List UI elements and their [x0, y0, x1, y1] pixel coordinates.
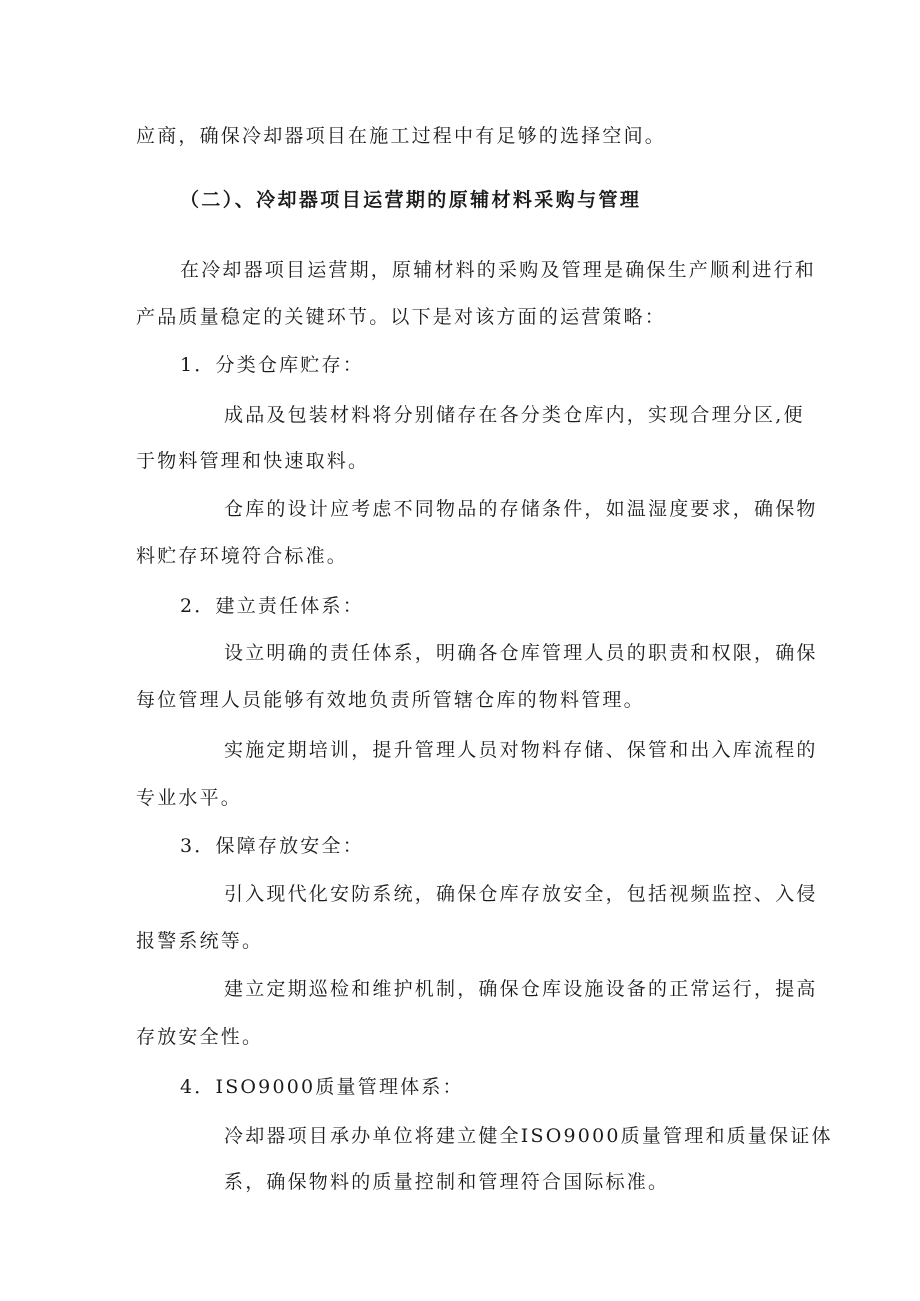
paragraph-line: 建立定期巡检和维护机制，确保仓库设施设备的正常运行，提高	[224, 978, 818, 1000]
paragraph-line: 设立明确的责任体系，明确各仓库管理人员的职责和权限，确保	[224, 642, 818, 664]
paragraph-line: 应商，确保冷却器项目在施工过程中有足够的选择空间。	[136, 125, 667, 147]
paragraph-line: 料贮存环境符合标准。	[136, 545, 349, 567]
list-item-heading: 3．保障存放安全：	[180, 835, 364, 857]
paragraph-line: 存放安全性。	[136, 1026, 264, 1048]
paragraph-line: 实施定期培训，提升管理人员对物料存储、保管和出入库流程的	[224, 739, 818, 761]
paragraph-line: 系，确保物料的质量控制和管理符合国际标准。	[224, 1171, 670, 1193]
paragraph-line: 冷却器项目承办单位将建立健全ISO9000质量管理和质量保证体	[224, 1125, 833, 1147]
paragraph-line: 产品质量稳定的关键环节。以下是对该方面的运营策略：	[136, 306, 667, 328]
list-item-heading: 2．建立责任体系：	[180, 595, 364, 617]
list-item-heading: 1．分类仓库贮存：	[180, 354, 364, 376]
paragraph-line: 成品及包装材料将分别储存在各分类仓库内，实现合理分区,便	[224, 404, 805, 426]
paragraph-line: 报警系统等。	[136, 930, 264, 952]
paragraph-line: 于物料管理和快速取料。	[136, 450, 370, 472]
paragraph-line: 在冷却器项目运营期，原辅材料的采购及管理是确保生产顺利进行和	[180, 259, 817, 281]
section-heading: （二）、冷却器项目运营期的原辅材料采购与管理	[180, 189, 642, 211]
paragraph-line: 每位管理人员能够有效地负责所管辖仓库的物料管理。	[136, 689, 645, 711]
paragraph-line: 专业水平。	[136, 787, 243, 809]
list-item-heading: 4．ISO9000质量管理体系：	[180, 1076, 464, 1098]
paragraph-line: 引入现代化安防系统，确保仓库存放安全，包括视频监控、入侵	[224, 883, 818, 905]
paragraph-line: 仓库的设计应考虑不同物品的存储条件，如温湿度要求，确保物	[224, 498, 818, 520]
